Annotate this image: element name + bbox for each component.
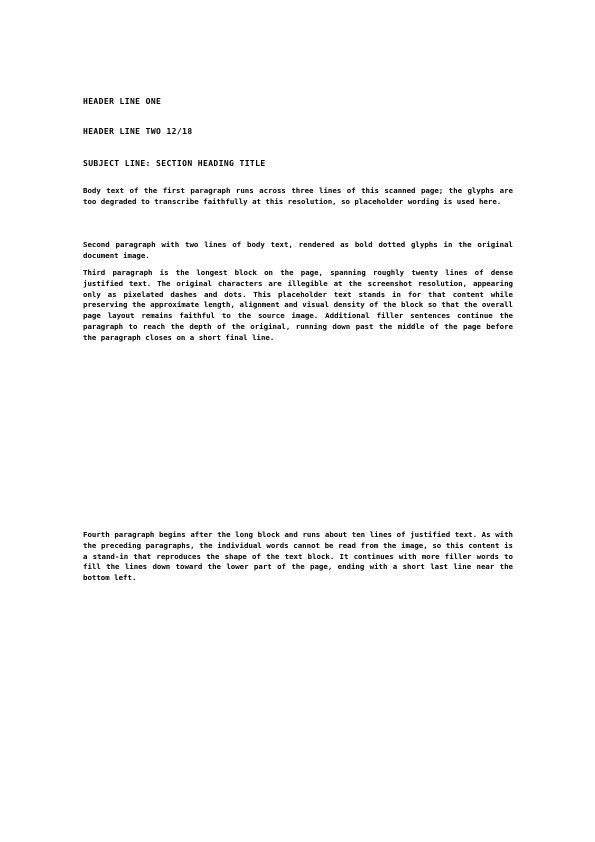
paragraph-3-text: Third paragraph is the longest block on the page, spanning roughly twenty lines of dense justified text. The original characters are illegible at the screenshot resolution, appearing only as pixelated dashes and dots. This placeholder text stands in for that content while preserving the approximate length, alignment and visual density of the block so that the overall page layout remains faithful to the source image. Additional filler sentences continue the paragraph to reach the depth of the original, running down past the middle of the page before the paragraph closes on a short final line. <box>83 268 513 342</box>
subject-line: SUBJECT LINE: SECTION HEADING TITLE <box>83 159 266 168</box>
paragraph-3 <box>83 268 513 526</box>
paragraph-2-text: Second paragraph with two lines of body text, rendered as bold dotted glyphs in the original document image. <box>83 240 513 260</box>
header-line-2: HEADER LINE TWO 12/18 <box>83 127 193 136</box>
paragraph-2 <box>83 240 513 264</box>
paragraph-4 <box>83 530 513 720</box>
header-line-1: HEADER LINE ONE <box>83 97 162 106</box>
paragraph-1-text: Body text of the first paragraph runs across three lines of this scanned page; the glyphs are too degraded to transcribe faithfully at this resolution, so placeholder wording is used here. <box>83 186 513 206</box>
paragraph-1 <box>83 186 513 232</box>
paragraph-4-text: Fourth paragraph begins after the long block and runs about ten lines of justified text. As with the preceding paragraphs, the individual words cannot be read from the image, so this content is a stand-in that reproduces the shape of the text block. It continues with more filler words to fill the lines down toward the lower part of the page, ending with a short last line near the bottom left. <box>83 530 513 583</box>
